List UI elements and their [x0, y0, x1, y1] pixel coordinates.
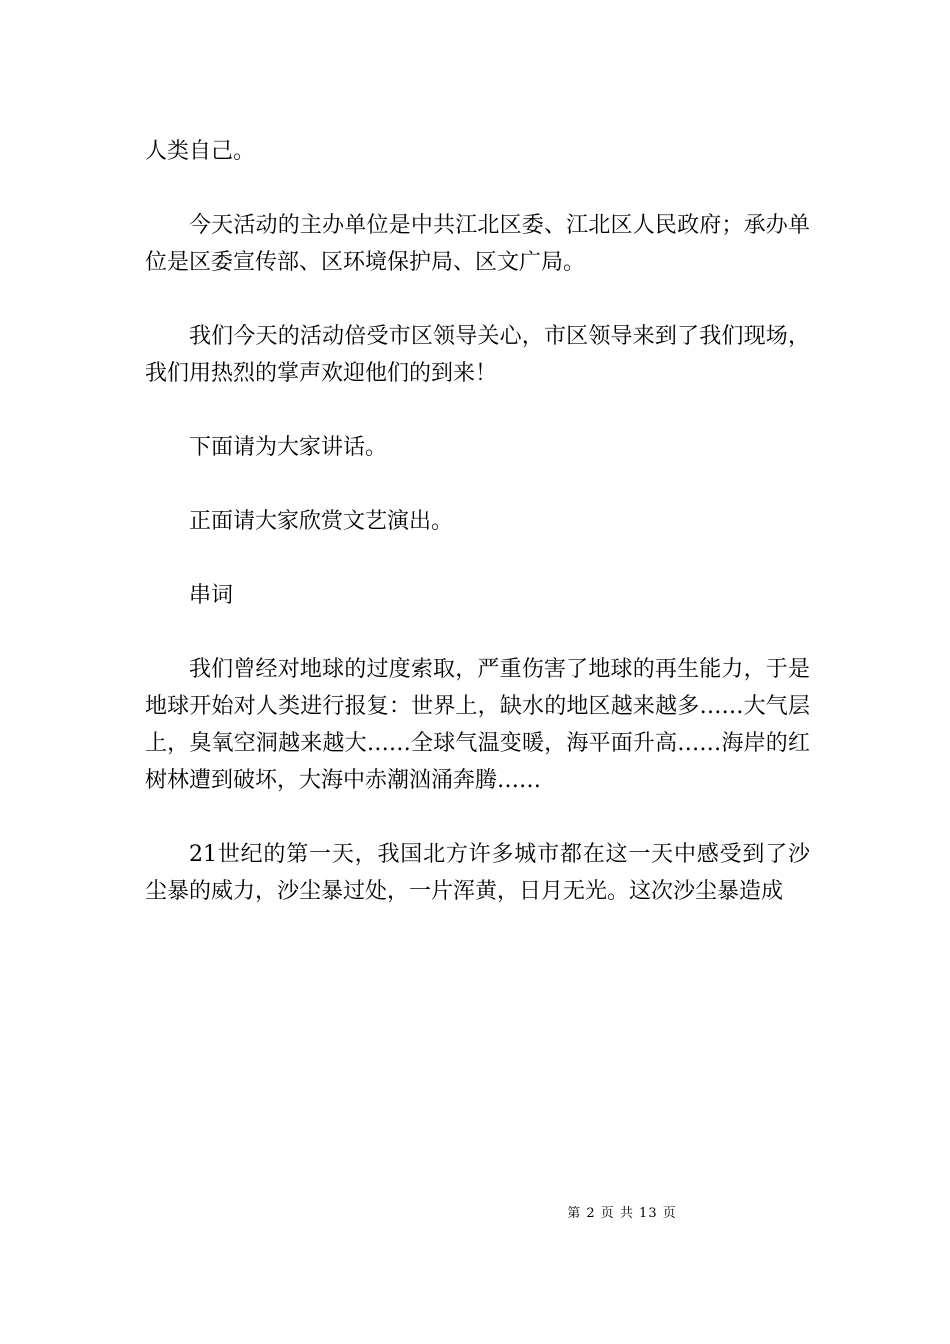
page-footer: 第 2 页 共 13 页 [567, 1206, 677, 1221]
paragraph-1: 人类自己。 [145, 139, 256, 164]
paragraph-5: 正面请大家欣赏文艺演出。 [189, 509, 454, 534]
body-text [145, 133, 810, 947]
paragraph-4: 下面请为大家讲话。 [189, 435, 388, 460]
paragraph-7: 21世纪的第一天，我国北方许多城市都在这一天中感受到了沙尘暴的威力，沙尘暴过处，一片浑黄，日月无光。这次沙尘暴造成 [145, 842, 810, 904]
paragraph-6: 我们曾经对地球的过度索取，严重伤害了地球的再生能力，于是地球开始对人类进行报复：世界上，缺水的地区越来越多……大气层上，臭氧空洞越来越大……全球气温变暖，海平面升高……海岸的红树林遭到破坏，大海中赤潮汹涌奔腾…… [145, 657, 810, 793]
paragraph-2: 今天活动的主办单位是中共江北区委、江北区人民政府；承办单位是区委宣传部、区环境保护局、区文广局。 [145, 213, 810, 275]
paragraph-3: 我们今天的活动倍受市区领导关心，市区领导来到了我们现场，我们用热烈的掌声欢迎他们的到来！ [145, 324, 810, 386]
section-heading: 串词 [189, 583, 234, 608]
